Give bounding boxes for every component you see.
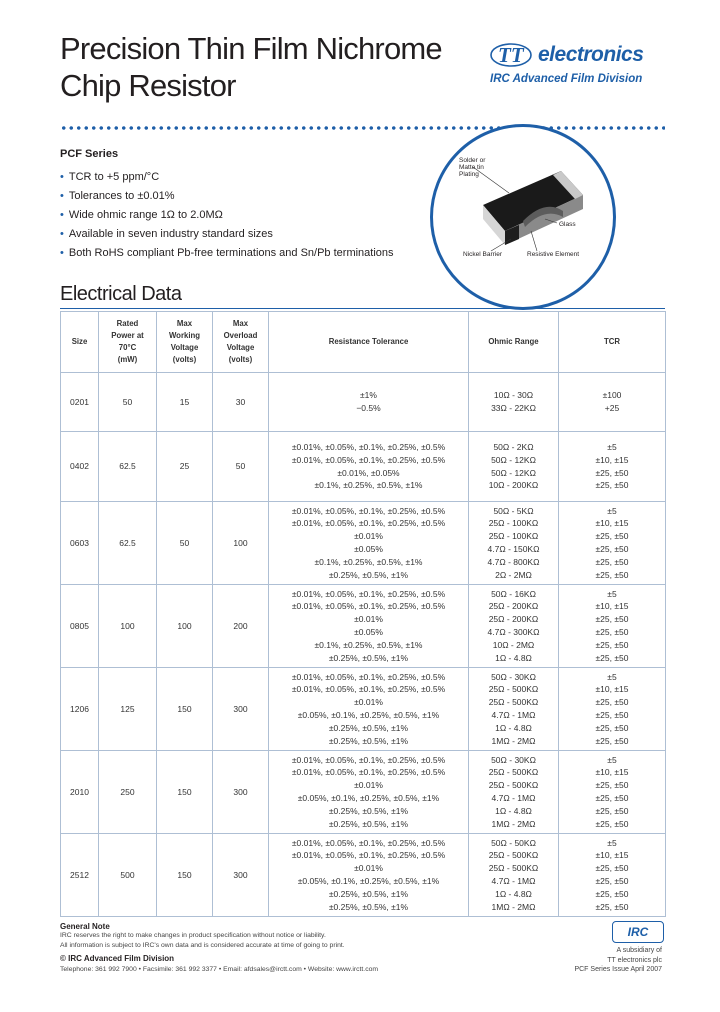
ohmic-value: 25Ω - 100KΩ (488, 518, 539, 529)
feature-item: • TCR to +5 ppm/°C (60, 168, 394, 187)
ohmic-value: 1Ω - 4.8Ω (495, 888, 532, 899)
title-line-1: Precision Thin Film Nichrome (60, 31, 442, 66)
ohmic-value: 1MΩ - 2MΩ (491, 818, 536, 829)
section-title: Electrical Data (60, 283, 182, 305)
cell-working: 150 (157, 834, 213, 917)
cell-working: 150 (157, 751, 213, 834)
ohmic-value: 50Ω - 12KΩ (491, 454, 536, 465)
tcr-value: ±25, ±50 (595, 652, 629, 663)
ohmic-value: 33Ω - 22KΩ (491, 403, 536, 413)
issue-date: PCF Series Issue April 2007 (574, 966, 662, 973)
tcr-value: ±25, ±50 (595, 735, 629, 746)
ohmic-value: 25Ω - 500KΩ (488, 850, 539, 861)
table-row (61, 751, 666, 834)
ohmic-value: 25Ω - 500KΩ (488, 767, 539, 778)
ohmic-value: 4.7Ω - 800KΩ (487, 556, 540, 567)
cell-working: 50 (157, 502, 213, 585)
cell-tcr (559, 502, 666, 585)
cell-tcr (559, 751, 666, 834)
cell-power: 62.5 (99, 502, 157, 585)
tcr-value: ±5 (607, 505, 617, 516)
tolerance-value: ±0.01% (354, 780, 383, 791)
footer-contact: Telephone: 361 992 7900 • Facsimile: 361 992 3377 • Email: afdsales@irctt.com • Website: www.irctt.com (60, 966, 379, 973)
tcr-value: ±25, ±50 (595, 780, 629, 791)
ohmic-value: 10Ω - 2MΩ (492, 639, 535, 650)
ohmic-value: 50Ω - 50KΩ (491, 837, 536, 848)
logo-division-text: IRC Advanced Film Division (490, 73, 643, 85)
cell-tolerance (269, 585, 469, 668)
cell-tolerance (269, 432, 469, 502)
tcr-value: ±25, ±50 (595, 710, 629, 720)
tcr-value: ±25, ±50 (595, 614, 629, 625)
cell-overload: 300 (213, 751, 269, 834)
header-tcr: TCR (559, 312, 666, 373)
tcr-value: ±10, ±15 (595, 684, 629, 695)
feature-item: • Wide ohmic range 1Ω to 2.0MΩ (60, 206, 394, 225)
tcr-value: ±100 (602, 390, 622, 401)
tcr-value: ±25, ±50 (595, 793, 629, 803)
tolerance-value: ±0.01% (354, 531, 383, 542)
cell-size: 2010 (61, 751, 99, 834)
table-row (61, 585, 666, 668)
tcr-value: ±25, ±50 (595, 480, 629, 491)
tcr-value: ±5 (607, 671, 617, 682)
ohmic-value: 50Ω - 30KΩ (491, 671, 536, 682)
label-plating: Solder or Matte tin Plating (459, 157, 486, 178)
cell-working: 150 (157, 668, 213, 751)
ohmic-value: 4.7Ω - 150KΩ (487, 544, 540, 554)
cell-overload: 100 (213, 502, 269, 585)
tolerance-value: ±0.05%, ±0.1%, ±0.25%, ±0.5%, ±1% (297, 876, 440, 886)
ohmic-value: 50Ω - 5KΩ (493, 505, 534, 516)
cell-working: 100 (157, 585, 213, 668)
general-note-heading: General Note (60, 922, 110, 931)
table-row (61, 668, 666, 751)
cell-power: 125 (99, 668, 157, 751)
feature-item: • Available in seven industry standard sizes (60, 225, 394, 244)
cell-power: 50 (99, 373, 157, 432)
table-row (61, 432, 666, 502)
tcr-value: +25 (604, 403, 620, 413)
cell-power: 250 (99, 751, 157, 834)
header-working-voltage: Max Working Voltage (volts) (157, 312, 213, 373)
cell-size: 2512 (61, 834, 99, 917)
general-note-line: IRC reserves the right to make changes in product specification without notice or liability. (60, 932, 326, 939)
ohmic-value: 25Ω - 200KΩ (488, 601, 539, 612)
tcr-value: ±10, ±15 (595, 601, 629, 612)
ohmic-value: 4.7Ω - 300KΩ (487, 627, 540, 637)
tolerance-value: ±0.1%, ±0.25%, ±0.5%, ±1% (314, 480, 423, 491)
tcr-value: ±25, ±50 (595, 697, 629, 708)
ohmic-value: 4.7Ω - 1MΩ (491, 876, 536, 886)
table-row (61, 502, 666, 585)
tolerance-value: ±0.25%, ±0.5%, ±1% (328, 652, 409, 663)
tcr-value: ±25, ±50 (595, 531, 629, 542)
header-size: Size (61, 312, 99, 373)
feature-item: • Both RoHS compliant Pb-free terminations and Sn/Pb terminations (60, 244, 394, 263)
tcr-value: ±25, ±50 (595, 722, 629, 733)
chip-resistor-illustration (433, 127, 613, 307)
cell-power: 100 (99, 585, 157, 668)
tcr-value: ±25, ±50 (595, 805, 629, 816)
ohmic-value: 1Ω - 4.8Ω (495, 722, 532, 733)
cell-tolerance (269, 502, 469, 585)
cell-ohmic (469, 834, 559, 917)
cell-overload: 300 (213, 834, 269, 917)
cell-size: 0603 (61, 502, 99, 585)
tolerance-value: ±0.25%, ±0.5%, ±1% (328, 805, 409, 816)
ohmic-value: 25Ω - 500KΩ (488, 780, 539, 791)
tolerance-value: ±0.01%, ±0.05%, ±0.1%, ±0.25%, ±0.5% (291, 671, 446, 682)
tcr-value: ±10, ±15 (595, 767, 629, 778)
general-note (60, 922, 345, 951)
electrical-data-table-wrap (60, 311, 665, 917)
ohmic-value: 4.7Ω - 1MΩ (491, 710, 536, 720)
ohmic-value: 1MΩ - 2MΩ (491, 735, 536, 746)
tcr-value: ±10, ±15 (595, 850, 629, 861)
tcr-value: ±5 (607, 837, 617, 848)
tcr-value: ±25, ±50 (595, 888, 629, 899)
table-body (61, 373, 666, 917)
tt-electronics-logo (490, 40, 662, 85)
table-row (61, 834, 666, 917)
cell-size: 0201 (61, 373, 99, 432)
tcr-value: ±25, ±50 (595, 467, 629, 478)
cell-tcr (559, 834, 666, 917)
tcr-value: ±25, ±50 (595, 544, 629, 554)
ohmic-value: 25Ω - 500KΩ (488, 684, 539, 695)
cell-overload: 300 (213, 668, 269, 751)
tolerance-value: ±0.25%, ±0.5%, ±1% (328, 888, 409, 899)
ohmic-value: 50Ω - 12KΩ (491, 467, 536, 478)
cell-tolerance (269, 751, 469, 834)
tcr-value: ±25, ±50 (595, 627, 629, 637)
cell-tolerance (269, 668, 469, 751)
section-rule (60, 308, 665, 309)
tolerance-value: ±0.01%, ±0.05%, ±0.1%, ±0.25%, ±0.5% (291, 505, 446, 516)
cell-ohmic (469, 373, 559, 432)
tolerance-value: ±0.01%, ±0.05%, ±0.1%, ±0.25%, ±0.5% (291, 754, 446, 765)
irc-logo: IRC (612, 921, 664, 943)
ohmic-value: 2Ω - 2MΩ (495, 569, 532, 580)
tolerance-value: ±0.25%, ±0.5%, ±1% (328, 901, 409, 912)
tolerance-value: ±0.01% (354, 614, 383, 625)
ohmic-value: 4.7Ω - 1MΩ (491, 793, 536, 803)
tolerance-value: ±0.05% (354, 627, 383, 637)
cell-working: 15 (157, 373, 213, 432)
svg-text:TT: TT (498, 43, 524, 67)
tolerance-value: ±0.01% (354, 697, 383, 708)
tcr-value: ±25, ±50 (595, 901, 629, 912)
tcr-value: ±25, ±50 (595, 876, 629, 886)
general-note-line: All information is subject to IRC's own data and is considered accurate at time of going to print. (60, 942, 345, 949)
feature-list (60, 168, 394, 263)
cell-ohmic (469, 432, 559, 502)
cell-overload: 200 (213, 585, 269, 668)
ohmic-value: 1Ω - 4.8Ω (495, 652, 532, 663)
tcr-value: ±10, ±15 (595, 518, 629, 529)
cell-overload: 50 (213, 432, 269, 502)
tolerance-value: ±0.25%, ±0.5%, ±1% (328, 818, 409, 829)
ohmic-value: 50Ω - 16KΩ (491, 588, 536, 599)
header-power: Rated Power at 70°C (mW) (99, 312, 157, 373)
tcr-value: ±5 (607, 588, 617, 599)
resistor-diagram (430, 124, 616, 310)
label-resistive-element: Resistive Element (527, 251, 580, 258)
cell-power: 62.5 (99, 432, 157, 502)
cell-ohmic (469, 502, 559, 585)
cell-size: 0805 (61, 585, 99, 668)
tolerance-value: ±0.01%, ±0.05%, ±0.1%, ±0.25%, ±0.5% (291, 588, 446, 599)
tolerance-value: ±0.25%, ±0.5%, ±1% (328, 722, 409, 733)
cell-ohmic (469, 585, 559, 668)
ohmic-value: 10Ω - 200KΩ (488, 480, 539, 491)
tcr-value: ±25, ±50 (595, 818, 629, 829)
logo-brand-text: electronics (538, 43, 644, 66)
tolerance-value: ±0.25%, ±0.5%, ±1% (328, 735, 409, 746)
tolerance-value: ±0.25%, ±0.5%, ±1% (328, 569, 409, 580)
header-overload-voltage: Max Overload Voltage (volts) (213, 312, 269, 373)
header-tolerance: Resistance Tolerance (269, 312, 469, 373)
cell-tolerance (269, 373, 469, 432)
tcr-value: ±25, ±50 (595, 569, 629, 580)
cell-size: 1206 (61, 668, 99, 751)
tt-logo-icon (490, 40, 536, 70)
ohmic-value: 1MΩ - 2MΩ (491, 901, 536, 912)
tolerance-value: −0.5% (356, 403, 381, 413)
ohmic-value: 50Ω - 30KΩ (491, 754, 536, 765)
tolerance-value: ±0.1%, ±0.25%, ±0.5%, ±1% (314, 556, 423, 567)
tolerance-value: ±1% (360, 390, 377, 401)
tolerance-value: ±0.01%, ±0.05%, ±0.1%, ±0.25%, ±0.5% (291, 441, 446, 452)
feature-item: • Tolerances to ±0.01% (60, 187, 394, 206)
cell-tolerance (269, 834, 469, 917)
label-glass: Glass (559, 221, 576, 228)
cell-tcr (559, 585, 666, 668)
header-ohmic-range: Ohmic Range (469, 312, 559, 373)
label-nickel-barrier: Nickel Barrier (463, 251, 503, 258)
tcr-value: ±25, ±50 (595, 556, 629, 567)
tolerance-value: ±0.05%, ±0.1%, ±0.25%, ±0.5%, ±1% (297, 793, 440, 803)
cell-ohmic (469, 751, 559, 834)
ohmic-value: 50Ω - 2KΩ (493, 441, 534, 452)
tolerance-value: ±0.01%, ±0.05%, ±0.1%, ±0.25%, ±0.5% (291, 767, 446, 778)
cell-working: 25 (157, 432, 213, 502)
tolerance-value: ±0.01%, ±0.05%, ±0.1%, ±0.25%, ±0.5% (291, 850, 446, 861)
title-line-2: Chip Resistor (60, 68, 236, 103)
tolerance-value: ±0.01%, ±0.05%, ±0.1%, ±0.25%, ±0.5% (291, 684, 446, 695)
footer-division: © IRC Advanced Film Division (60, 954, 175, 963)
tcr-value: ±5 (607, 754, 617, 765)
cell-overload: 30 (213, 373, 269, 432)
tolerance-value: ±0.01%, ±0.05% (337, 467, 400, 478)
ohmic-value: 25Ω - 200KΩ (488, 614, 539, 625)
tcr-value: ±25, ±50 (595, 863, 629, 874)
tolerance-value: ±0.01% (354, 863, 383, 874)
tcr-value: ±10, ±15 (595, 454, 629, 465)
tolerance-value: ±0.1%, ±0.25%, ±0.5%, ±1% (314, 639, 423, 650)
ohmic-value: 25Ω - 500KΩ (488, 697, 539, 708)
tolerance-value: ±0.01%, ±0.05%, ±0.1%, ±0.25%, ±0.5% (291, 837, 446, 848)
cell-tcr (559, 432, 666, 502)
cell-power: 500 (99, 834, 157, 917)
ohmic-value: 25Ω - 500KΩ (488, 863, 539, 874)
table-header-row (61, 312, 666, 373)
ohmic-value: 10Ω - 30Ω (493, 390, 534, 401)
ohmic-value: 25Ω - 100KΩ (488, 531, 539, 542)
series-heading: PCF Series (60, 148, 119, 160)
cell-tcr (559, 373, 666, 432)
cell-tcr (559, 668, 666, 751)
electrical-data-table (60, 311, 666, 917)
tolerance-value: ±0.01%, ±0.05%, ±0.1%, ±0.25%, ±0.5% (291, 454, 446, 465)
cell-size: 0402 (61, 432, 99, 502)
tolerance-value: ±0.05% (354, 544, 383, 554)
tolerance-value: ±0.01%, ±0.05%, ±0.1%, ±0.25%, ±0.5% (291, 518, 446, 529)
tcr-value: ±5 (607, 441, 617, 452)
ohmic-value: 1Ω - 4.8Ω (495, 805, 532, 816)
table-row (61, 373, 666, 432)
page-title (60, 30, 442, 104)
tolerance-value: ±0.05%, ±0.1%, ±0.25%, ±0.5%, ±1% (297, 710, 440, 720)
tcr-value: ±25, ±50 (595, 639, 629, 650)
cell-ohmic (469, 668, 559, 751)
tolerance-value: ±0.01%, ±0.05%, ±0.1%, ±0.25%, ±0.5% (291, 601, 446, 612)
subsidiary-text: A subsidiary of TT electronics plc (607, 947, 662, 964)
